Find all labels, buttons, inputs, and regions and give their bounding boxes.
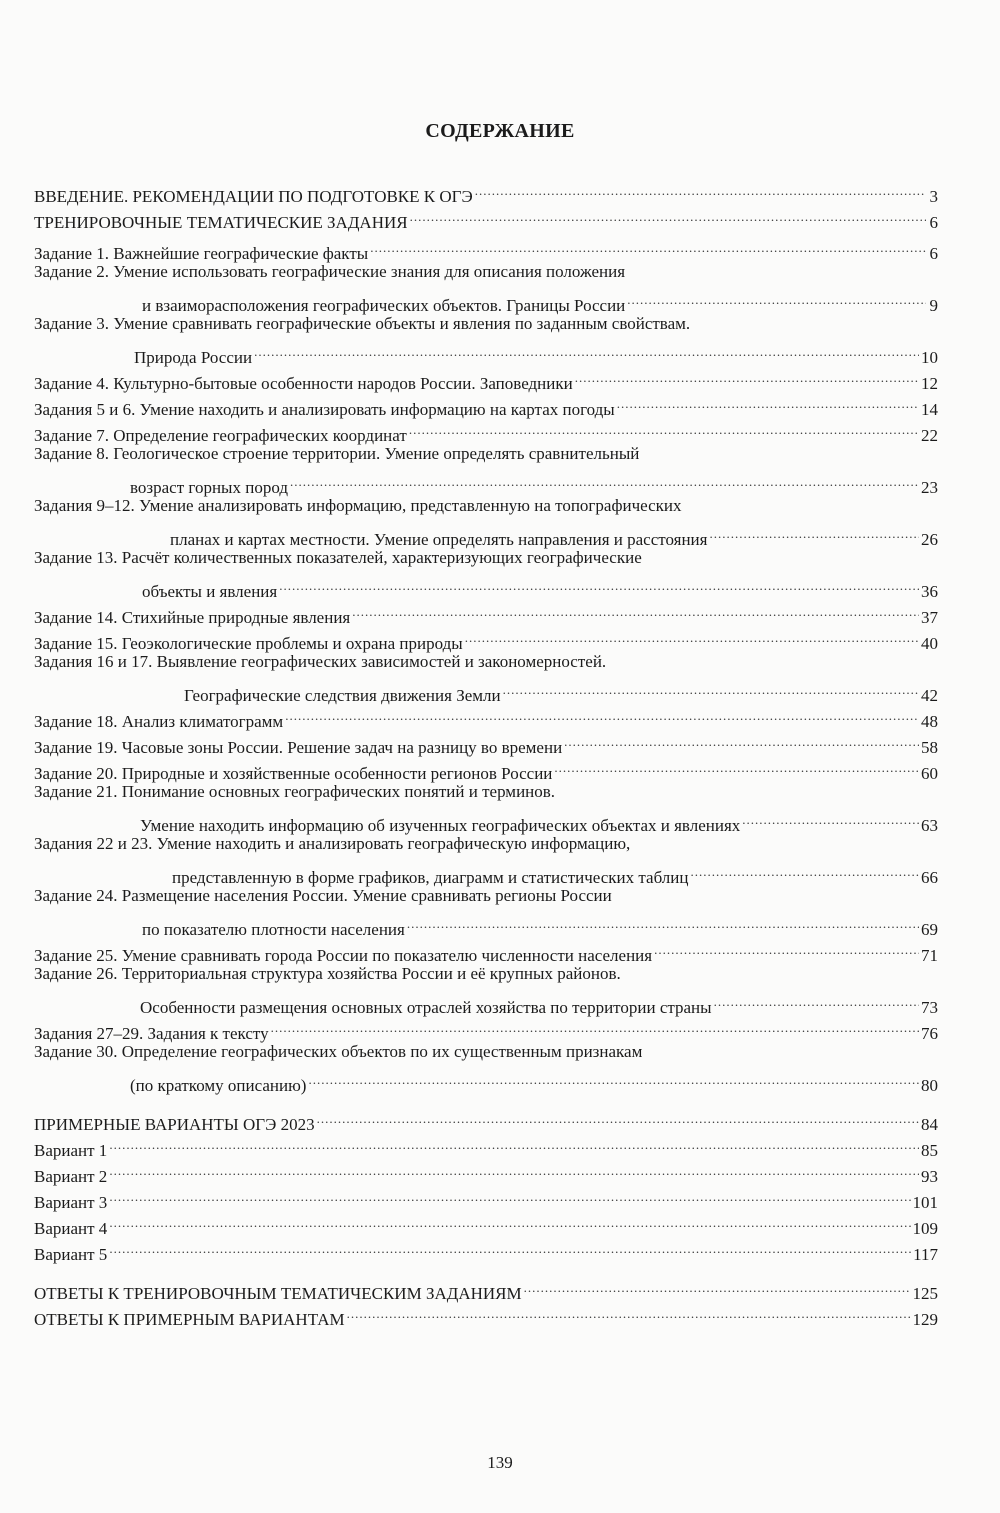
toc-entry-text: планах и картах местности. Умение определять направления и расстояния xyxy=(170,530,708,549)
toc-entry xyxy=(34,649,938,705)
toc-entry xyxy=(34,493,938,549)
toc-page-number: 66 xyxy=(921,868,938,887)
dot-leader xyxy=(254,337,919,363)
toc-line xyxy=(34,493,938,519)
dot-leader xyxy=(109,1156,919,1182)
dot-leader xyxy=(475,176,926,202)
toc-entry-text: Задание 25. Умение сравнивать города России по показателю численности населения xyxy=(34,946,653,965)
dot-leader xyxy=(709,519,919,545)
toc-line xyxy=(34,1039,938,1065)
toc-page-number: 71 xyxy=(921,946,938,965)
dot-leader xyxy=(271,1013,919,1039)
toc-page-number: 42 xyxy=(921,686,938,705)
toc-page-number: 6 xyxy=(929,213,938,232)
toc-entry-text: Особенности размещения основных отраслей хозяйства по территории страны xyxy=(140,998,712,1017)
toc-entry-text: Задание 7. Определение географических координат xyxy=(34,426,407,445)
dot-leader xyxy=(285,701,919,727)
toc-entry xyxy=(34,233,938,263)
dot-leader xyxy=(564,727,919,753)
toc-entry-text: ОТВЕТЫ К ТРЕНИРОВОЧНЫМ ТЕМАТИЧЕСКИМ ЗАДАНИЯМ xyxy=(34,1284,522,1303)
toc-line xyxy=(34,519,938,549)
toc-line xyxy=(34,1156,938,1186)
toc-line xyxy=(34,1104,938,1134)
toc-page-number: 73 xyxy=(921,998,938,1017)
dot-leader xyxy=(654,935,919,961)
toc-page-number: 12 xyxy=(921,374,938,393)
toc-line xyxy=(34,1065,938,1095)
toc-page-number: 10 xyxy=(921,348,938,367)
toc-entry-text: Задание 24. Размещение населения России. Умение сравнивать регионы России xyxy=(34,886,612,905)
toc-line xyxy=(34,259,938,285)
toc-entry-text: Задание 3. Умение сравнивать географические объекты и явления по заданным свойствам. xyxy=(34,314,691,333)
dot-leader xyxy=(109,1208,910,1234)
toc-line xyxy=(34,1299,938,1329)
toc-entry xyxy=(34,1156,938,1186)
dot-leader xyxy=(352,597,919,623)
toc-entry-text: Вариант 2 xyxy=(34,1167,108,1186)
dot-leader xyxy=(109,1234,911,1260)
toc-entry xyxy=(34,623,938,653)
toc-line xyxy=(34,597,938,627)
toc-entry xyxy=(34,1013,938,1043)
toc-entry-text: и взаиморасположения географических объектов. Границы России xyxy=(142,296,626,315)
dot-leader xyxy=(347,1299,911,1325)
toc-line xyxy=(34,701,938,731)
toc-entry-text: Задание 13. Расчёт количественных показателей, характеризующих географические xyxy=(34,548,642,567)
toc-entry-text: (по краткому описанию) xyxy=(130,1076,307,1095)
toc-entry xyxy=(34,935,938,965)
toc-entry xyxy=(34,1130,938,1160)
toc-page-number: 63 xyxy=(921,816,938,835)
toc-entry-text: Вариант 3 xyxy=(34,1193,108,1212)
toc-line xyxy=(34,727,938,757)
toc-line xyxy=(34,389,938,419)
toc-entry xyxy=(34,1039,938,1095)
toc-entry xyxy=(34,311,938,367)
toc-entry xyxy=(34,831,938,887)
toc-entry-text: Природа России xyxy=(134,348,253,367)
toc-entry-text: возраст горных пород xyxy=(130,478,288,497)
toc-page-number: 125 xyxy=(912,1284,938,1303)
toc-line xyxy=(34,961,938,987)
toc-line xyxy=(34,467,938,497)
toc-line xyxy=(34,202,938,232)
dot-leader xyxy=(279,571,919,597)
toc-entry xyxy=(34,363,938,393)
toc-page-number: 26 xyxy=(921,530,938,549)
toc-line xyxy=(34,285,938,315)
toc-entry xyxy=(34,597,938,627)
toc-entry xyxy=(34,176,938,206)
toc-page-number: 37 xyxy=(921,608,938,627)
toc-line xyxy=(34,675,938,705)
toc-page-number: 80 xyxy=(921,1076,938,1095)
toc-line xyxy=(34,909,938,939)
toc-page-number: 76 xyxy=(921,1024,938,1043)
toc-entry xyxy=(34,1104,938,1134)
toc-line xyxy=(34,883,938,909)
toc-line xyxy=(34,363,938,393)
dot-leader xyxy=(503,675,919,701)
toc-entry xyxy=(34,961,938,1017)
table-of-contents xyxy=(34,176,938,1329)
dot-leader xyxy=(524,1273,911,1299)
dot-leader xyxy=(317,1104,919,1130)
toc-line xyxy=(34,623,938,653)
toc-entry xyxy=(34,883,938,939)
toc-entry-text: ОТВЕТЫ К ПРИМЕРНЫМ ВАРИАНТАМ xyxy=(34,1310,345,1329)
toc-line xyxy=(34,545,938,571)
toc-entry-text: Задания 9–12. Умение анализировать информацию, представленную на топографических xyxy=(34,496,682,515)
toc-entry-text: Задания 27–29. Задания к тексту xyxy=(34,1024,269,1043)
toc-entry-text: Задания 5 и 6. Умение находить и анализировать информацию на картах погоды xyxy=(34,400,615,419)
toc-entry-text: Вариант 1 xyxy=(34,1141,108,1160)
toc-page-number: 58 xyxy=(921,738,938,757)
toc-entry-text: по показателю плотности населения xyxy=(142,920,405,939)
toc-entry-text: объекты и явления xyxy=(142,582,278,601)
toc-page-number: 9 xyxy=(929,296,938,315)
toc-page-number: 93 xyxy=(921,1167,938,1186)
page-number: 139 xyxy=(487,1453,513,1472)
dot-leader xyxy=(370,233,926,259)
toc-entry xyxy=(34,1273,938,1303)
toc-page-number: 69 xyxy=(921,920,938,939)
toc-entry xyxy=(34,389,938,419)
toc-entry-text: Задание 21. Понимание основных географических понятий и терминов. xyxy=(34,782,556,801)
toc-page-number: 85 xyxy=(921,1141,938,1160)
toc-line xyxy=(34,753,938,783)
toc-page-number: 14 xyxy=(921,400,938,419)
toc-entry-text: Задание 18. Анализ климатограмм xyxy=(34,712,284,731)
toc-line xyxy=(34,176,938,206)
toc-entry-text: Вариант 5 xyxy=(34,1245,108,1264)
toc-line xyxy=(34,337,938,367)
toc-line xyxy=(34,1234,938,1264)
dot-leader xyxy=(742,805,919,831)
toc-line xyxy=(34,649,938,675)
toc-line xyxy=(34,987,938,1017)
toc-entry xyxy=(34,202,938,232)
toc-page-number: 48 xyxy=(921,712,938,731)
toc-line xyxy=(34,1130,938,1160)
toc-page-number: 40 xyxy=(921,634,938,653)
toc-line xyxy=(34,1013,938,1043)
toc-entry xyxy=(34,1299,938,1329)
toc-page-number: 3 xyxy=(929,187,938,206)
toc-page-number: 60 xyxy=(921,764,938,783)
toc-line xyxy=(34,441,938,467)
toc-page-number: 129 xyxy=(912,1310,938,1329)
toc-line xyxy=(34,311,938,337)
page-title: СОДЕРЖАНИЕ xyxy=(425,120,575,142)
toc-line xyxy=(34,1182,938,1212)
toc-entry xyxy=(34,259,938,315)
toc-entry-text: Задание 20. Природные и хозяйственные особенности регионов России xyxy=(34,764,553,783)
toc-line xyxy=(34,571,938,601)
toc-entry-text: Задание 1. Важнейшие географические факты xyxy=(34,244,369,263)
toc-page-number: 101 xyxy=(912,1193,938,1212)
toc-entry xyxy=(34,753,938,783)
toc-entry-text: представленную в форме графиков, диаграмм и статистических таблиц xyxy=(172,868,689,887)
dot-leader xyxy=(109,1130,919,1156)
dot-leader xyxy=(407,909,919,935)
toc-entry-text: Задание 26. Территориальная структура хозяйства России и её крупных районов. xyxy=(34,964,621,983)
dot-leader xyxy=(109,1182,910,1208)
dot-leader xyxy=(465,623,919,649)
toc-entry xyxy=(34,1208,938,1238)
dot-leader xyxy=(409,415,919,441)
dot-leader xyxy=(554,753,919,779)
dot-leader xyxy=(410,202,926,228)
toc-page-number: 22 xyxy=(921,426,938,445)
toc-line xyxy=(34,779,938,805)
toc-page-number: 6 xyxy=(929,244,938,263)
toc-entry xyxy=(34,701,938,731)
toc-entry-text: ТРЕНИРОВОЧНЫЕ ТЕМАТИЧЕСКИЕ ЗАДАНИЯ xyxy=(34,213,408,232)
toc-line xyxy=(34,1273,938,1303)
toc-page-number: 109 xyxy=(912,1219,938,1238)
toc-entry-text: Географические следствия движения Земли xyxy=(184,686,501,705)
toc-entry xyxy=(34,441,938,497)
toc-entry-text: ПРИМЕРНЫЕ ВАРИАНТЫ ОГЭ 2023 xyxy=(34,1115,315,1134)
dot-leader xyxy=(617,389,919,415)
toc-line xyxy=(34,1208,938,1238)
toc-entry-text: Задания 22 и 23. Умение находить и анализировать географическую информацию, xyxy=(34,834,631,853)
dot-leader xyxy=(714,987,919,1013)
dot-leader xyxy=(290,467,919,493)
toc-entry-text: Задание 2. Умение использовать географические знания для описания положения xyxy=(34,262,626,281)
toc-line xyxy=(34,415,938,445)
toc-entry xyxy=(34,1234,938,1264)
toc-entry-text: Вариант 4 xyxy=(34,1219,108,1238)
toc-entry-text: Задание 19. Часовые зоны России. Решение задач на разницу во времени xyxy=(34,738,563,757)
toc-page-number: 84 xyxy=(921,1115,938,1134)
toc-line xyxy=(34,831,938,857)
toc-line xyxy=(34,935,938,965)
toc-entry xyxy=(34,415,938,445)
toc-entry-text: ВВЕДЕНИЕ. РЕКОМЕНДАЦИИ ПО ПОДГОТОВКЕ К ОГЭ xyxy=(34,187,473,206)
toc-entry-text: Задания 16 и 17. Выявление географических зависимостей и закономерностей. xyxy=(34,652,607,671)
toc-entry-text: Задание 15. Геоэкологические проблемы и охрана природы xyxy=(34,634,463,653)
toc-entry-text: Задание 4. Культурно-бытовые особенности народов России. Заповедники xyxy=(34,374,573,393)
toc-line xyxy=(34,857,938,887)
toc-line xyxy=(34,805,938,835)
toc-entry-text: Задание 8. Геологическое строение территории. Умение определять сравнительный xyxy=(34,444,640,463)
toc-entry-text: Задание 30. Определение географических объектов по их существенным признакам xyxy=(34,1042,643,1061)
toc-entry-text: Задание 14. Стихийные природные явления xyxy=(34,608,351,627)
dot-leader xyxy=(627,285,926,311)
toc-line xyxy=(34,233,938,263)
dot-leader xyxy=(308,1065,919,1091)
toc-entry-text: Умение находить информацию об изученных географических объектах и явлениях xyxy=(140,816,741,835)
toc-entry xyxy=(34,779,938,835)
toc-page-number: 117 xyxy=(913,1245,938,1264)
toc-page-number: 36 xyxy=(921,582,938,601)
toc-entry xyxy=(34,727,938,757)
toc-entry xyxy=(34,545,938,601)
toc-entry xyxy=(34,1182,938,1212)
dot-leader xyxy=(575,363,919,389)
toc-page-number: 23 xyxy=(921,478,938,497)
dot-leader xyxy=(690,857,919,883)
section-gap xyxy=(34,1260,938,1273)
